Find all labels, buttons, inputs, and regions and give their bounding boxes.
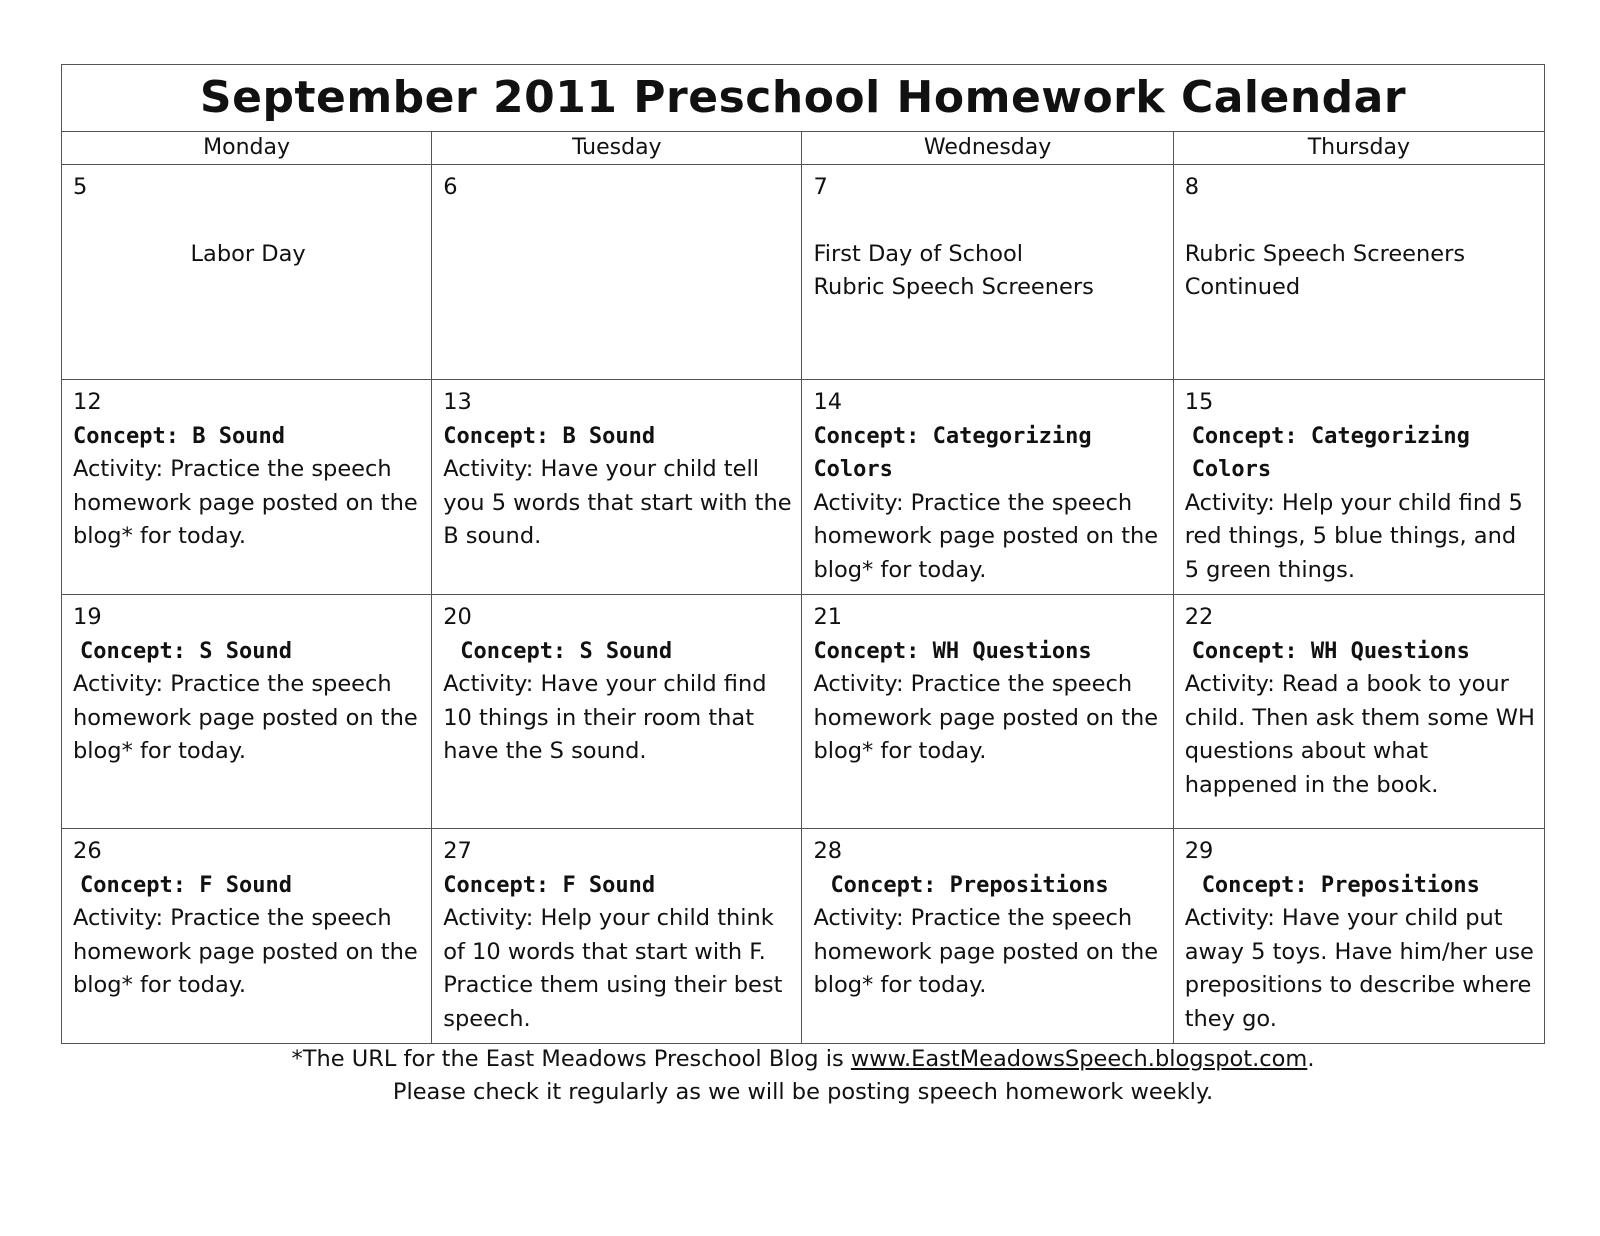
blog-url-link[interactable]: www.EastMeadowsSpeech.blogspot.com [850,1046,1308,1072]
footer-url-prefix: *The URL for the East Meadows Preschool Blog is [291,1046,844,1072]
activity-text: Activity: Practice the speech homework page posted on the blog* for today. [73,671,418,764]
footer-line-1 [61,1043,1545,1076]
concept-label: Concept: [1191,638,1298,664]
concept-line [1185,635,1536,669]
date-number: 21 [813,604,843,630]
day-header-wednesday: Wednesday [802,132,1173,165]
concept-line [813,869,1164,903]
day-cell-21 [802,595,1173,829]
concept-label: Concept: [80,638,186,664]
activity-text: Activity: Read a book to your child. Then ask them some WH questions about what happened in the book. [1184,671,1535,798]
day-cell-26 [62,829,432,1044]
concept-label: Concept: [80,872,186,898]
date-number: 28 [813,838,843,864]
concept-line [73,635,423,669]
footer-line-2: Please check it regularly as we will be posting speech homework weekly. [392,1079,1214,1105]
date-number: 29 [1184,838,1214,864]
concept-label: Concept: [460,638,567,664]
concept-line [1185,869,1536,903]
concept-label: Concept: [813,423,920,449]
concept-value: Categorizing Colors [813,423,1092,482]
holiday-note: Labor Day [190,240,306,267]
page-title: September 2011 Preschool Homework Calendar [62,65,1545,132]
day-cell-15 [1173,380,1544,595]
activity-text: Activity: Practice the speech homework page posted on the blog* for today. [813,905,1159,998]
concept-value: Prepositions [949,872,1109,898]
concept-line [813,635,1164,669]
date-number: 5 [73,174,88,200]
activity-text: Activity: Practice the speech homework page posted on the blog* for today. [813,671,1159,764]
day-header-thursday: Thursday [1173,132,1544,165]
day-cell-20 [432,595,802,829]
activity-text: Activity: Practice the speech homework page posted on the blog* for today. [813,489,1159,583]
date-number: 6 [443,174,458,200]
concept-label: Concept: [1201,872,1308,898]
date-number: 12 [73,389,102,415]
day-cell-14 [802,380,1173,595]
day-cell-29 [1173,829,1544,1044]
date-number: 27 [443,838,472,864]
concept-line [443,869,793,903]
footer-note [61,1043,1545,1109]
day-cell-19 [62,595,432,829]
date-number: 8 [1184,174,1200,200]
concept-value: Prepositions [1320,872,1480,898]
date-number: 14 [813,389,843,415]
concept-line [443,420,793,454]
day-cell-6 [432,165,802,380]
concept-value: F Sound [199,872,292,898]
concept-label: Concept: [813,638,920,664]
concept-line [73,420,423,454]
concept-label: Concept: [443,423,550,449]
event-note: Rubric Speech Screeners [1184,240,1466,267]
date-number: 22 [1184,604,1214,630]
day-header-monday: Monday [62,132,432,165]
day-cell-7 [802,165,1173,380]
concept-label: Concept: [443,872,550,898]
date-number: 26 [73,838,102,864]
concept-value: WH Questions [1310,638,1470,664]
event-note: First Day of School [813,240,1024,267]
concept-label: Concept: [1191,423,1298,449]
day-cell-22 [1173,595,1544,829]
day-cell-13 [432,380,802,595]
activity-text: Activity: Practice the speech homework page posted on the blog* for today. [73,456,418,549]
concept-line [73,869,423,903]
day-cell-8 [1173,165,1544,380]
concept-value: B Sound [562,423,656,449]
date-number: 7 [813,174,828,200]
activity-text: Activity: Have your child put away 5 toys. Have him/her use prepositions to describe where they go. [1184,905,1534,1032]
concept-value: B Sound [192,423,285,449]
concept-value: S Sound [199,638,292,664]
concept-line [813,420,1164,487]
day-header-tuesday: Tuesday [432,132,802,165]
event-note-2: Continued [1184,274,1301,300]
concept-value: WH Questions [932,638,1092,664]
concept-value: S Sound [579,638,673,664]
day-cell-5 [62,165,432,380]
activity-text: Activity: Practice the speech homework page posted on the blog* for today. [73,905,418,998]
date-number: 13 [443,389,472,415]
concept-value: Categorizing Colors [1191,423,1470,482]
date-number: 20 [443,604,472,630]
activity-text: Activity: Help your child think of 10 words that start with F. Practice them using their best speech. [443,905,783,1032]
activity-text: Activity: Have your child tell you 5 words that start with the B sound. [443,456,792,549]
day-cell-12 [62,380,432,595]
date-number: 19 [73,604,102,630]
calendar-table [61,64,1545,1044]
concept-line [1185,420,1536,487]
footer-url-suffix: . [1307,1046,1315,1072]
event-note-2: Rubric Speech Screeners [813,274,1094,300]
concept-line [443,635,793,669]
concept-label: Concept: [830,872,937,898]
concept-label: Concept: [73,423,179,449]
date-number: 15 [1184,389,1214,415]
day-cell-28 [802,829,1173,1044]
activity-text: Activity: Help your child find 5 red things, 5 blue things, and 5 green things. [1184,489,1523,583]
concept-value: F Sound [562,872,656,898]
activity-text: Activity: Have your child find 10 things in their room that have the S sound. [443,671,767,764]
day-cell-27 [432,829,802,1044]
